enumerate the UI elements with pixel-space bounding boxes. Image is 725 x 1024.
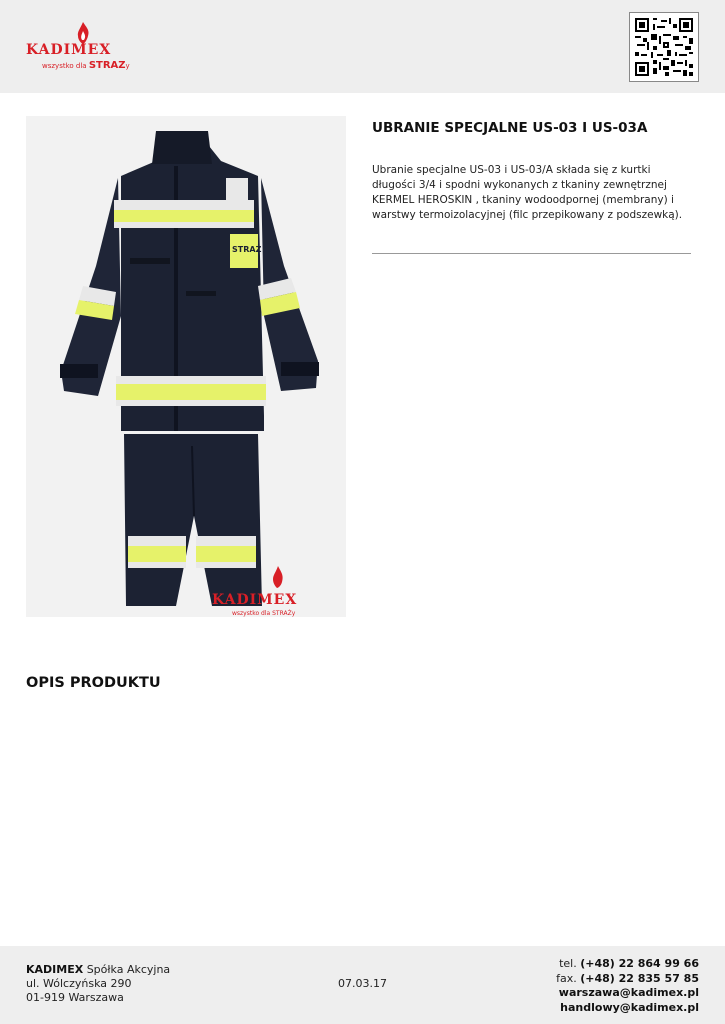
section-heading-product-description: OPIS PRODUKTU (26, 675, 161, 691)
logo-brand-text: KADIMEX (26, 42, 112, 58)
fax-label: fax. (556, 971, 577, 985)
email-warszawa-line (556, 986, 699, 1001)
watermark-brand: KADIMEX (212, 592, 298, 608)
product-title: UBRANIE SPECJALNE US-03 I US-03A (372, 120, 648, 136)
fax-line (556, 972, 699, 987)
phone-number[interactable]: (+48) 22 864 99 66 (580, 957, 699, 970)
page-header (0, 0, 725, 93)
watermark-flame-icon (273, 566, 283, 588)
phone-line (556, 957, 699, 972)
qr-code-graphic (635, 18, 693, 76)
company-suffix: Spółka Akcyjna (86, 963, 171, 976)
email-handlowy-link[interactable]: handlowy@kadimex.pl (560, 1000, 699, 1014)
qr-code-icon[interactable] (629, 12, 699, 82)
logo-tagline (42, 60, 130, 71)
city-address: 01-919 Warszawa (26, 991, 124, 1004)
document-date: 07.03.17 (338, 977, 387, 990)
street-address: ul. Wólczyńska 290 (26, 977, 132, 990)
fax-number: (+48) 22 835 57 85 (580, 971, 699, 985)
company-name: KADIMEX (26, 963, 84, 976)
phone-label: tel. (559, 957, 577, 970)
firefighter-suit-illustration (26, 116, 346, 617)
contact-info (556, 957, 699, 1015)
email-handlowy-line (556, 1001, 699, 1016)
flame-icon (76, 22, 90, 44)
logo-tagline-main: STRAZ (88, 60, 126, 71)
product-photo (26, 116, 346, 617)
watermark-tagline: wszystko dla STRAŻy (232, 610, 296, 617)
product-intro: Ubranie specjalne US-03 i US-03/A składa się z kurtki długości 3/4 i spodni wykonanych z tkaniny zewnętrznej KERMEL HEROSKIN , tkaniny wodoodpornej (membrany) i warstwy termoizolacyjnej (filc przepikowany z podszewką). (372, 164, 683, 221)
email-warszawa-link[interactable]: warszawa@kadimex.pl (558, 986, 699, 999)
chest-label-text: STRAŻ (232, 245, 262, 254)
company-name-line (26, 963, 170, 977)
logo-tagline-suffix: y (125, 62, 130, 70)
company-address (26, 963, 170, 1005)
divider (372, 253, 691, 254)
kadimex-logo[interactable] (26, 22, 150, 74)
page-footer (0, 946, 725, 1024)
logo-tagline-prefix: wszystko dla (42, 62, 87, 70)
